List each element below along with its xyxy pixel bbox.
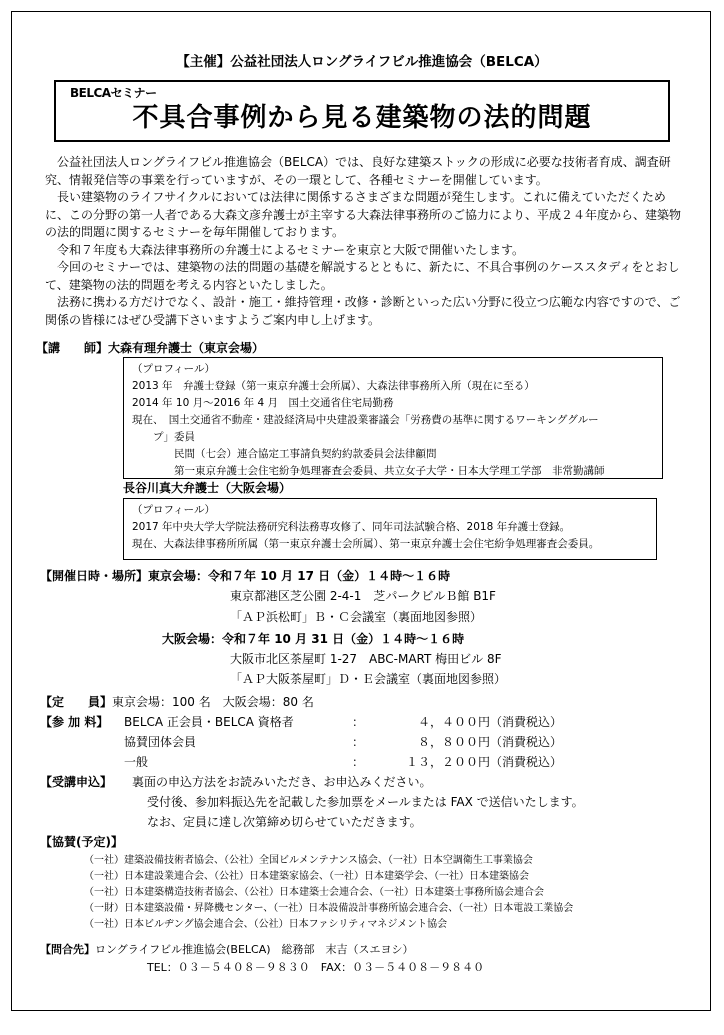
osaka-address: 大阪市北区茶屋町 1-27 ABC-MART 梅田ビル 8F [230,652,502,666]
sponsor-line: （一社）日本建築構造技術者協会、（公社）日本建築士会連合会、（一社）日本建築士事務所協会連合会 [84,887,544,898]
profile-line: 2013 年 弁護士登録（第一東京弁護士会所属）、大森法律事務所入所（現在に至る） [132,380,535,392]
flyer-page [11,11,711,1011]
organizer-heading: 【主催】公益社団法人ロングライフビル推進協会（BELCA） [176,54,548,70]
profile-line: 2014 年 10 月～2016 年 4 月 国土交通省住宅局勤務 [132,397,394,409]
sponsor-line: （一社）日本ビルヂング協会連合会、（公社）日本ファシリティマネジメント協会 [84,919,448,930]
intro-text [45,154,685,329]
osaka-venue-label: 大阪会場： [162,632,223,646]
application-line: なお、定員に達し次第締め切らせていただきます。 [147,815,422,829]
fee-tax: （消費税込） [490,755,563,769]
fee-price: １３，２００円 [405,755,490,769]
application-label: 【受講申込】 [40,775,113,789]
fees-label: 【参 加 料】 [40,715,109,729]
osaka-datetime: 令和７年 10 月 31 日（金）１４時～１６時 [222,632,465,646]
profile-line: （プロフィール） [132,363,215,375]
profile-line: 現在、 国土交通省不動産・建設経済局中央建設業審議会「労務費の基準に関するワーキンググルー [132,414,599,426]
profile-line: 2017 年中央大学大学院法務研究科法務専攻修了、同年司法試験合格、2018 年弁護士登録。 [132,521,571,533]
fee-price: ８，８００円 [417,735,490,749]
capacity-label: 【定 員】 [40,695,113,709]
contact-phone: TEL：０３－５４０８－９８３０ FAX：０３－５４０８－９８４０ [147,961,485,974]
intro-paragraph: 今回のセミナーでは、建築物の法的問題の基礎を解説するとともに、新たに、不具合事例のケーススタディをとおして、建築物の法的問題を考える内容といたしました。 [45,260,680,292]
intro-paragraph: 令和７年度も大森法律事務所の弁護士によるセミナーを東京と大阪で開催いたします。 [57,242,525,257]
contact-label: 【問合先】 [40,943,95,956]
fee-colon: ： [352,715,365,729]
lecturer-label: 【講 師】 [36,341,109,355]
osaka-room: 「ＡＰ大阪茶屋町」Ｄ・Ｅ会議室（裏面地図参照） [230,672,507,686]
lecturer-tokyo-profile [123,357,663,479]
sponsors-label: 【協賛(予定)】 [40,835,123,849]
fee-name: 一般 [124,755,149,769]
application-line: 裏面の申込方法をお読みいただき、お申込みください。 [132,775,432,789]
tokyo-datetime: 令和７年 10 月 17 日（金）１４時～１６時 [208,569,451,583]
contact-text: ロングライフビル推進協会(BELCA) 総務部 末吉（スエヨシ） [95,943,414,956]
lecturer-osaka-name: 長谷川真大弁護士（大阪会場） [123,481,292,495]
sponsor-line: （一財）日本建築設備・昇降機センター、（一社）日本設備設計事務所協会連合会、（一社）日本電設工業協会 [84,903,574,914]
profile-line: 民間（七会）連合協定工事請負契約約款委員会法律顧問 [132,448,437,460]
fee-row [124,754,604,770]
tokyo-venue-label: 東京会場： [148,569,209,583]
profile-line: （プロフィール） [132,504,215,516]
profile-line: 第一東京弁護士会住宅紛争処理審査会委員、共立女子大学・日本大学理工学部 非常勤講師 [132,465,605,477]
fee-price: ４，４００円 [417,715,490,729]
intro-paragraph: 法務に携わる方だけでなく、設計・施工・維持管理・改修・診断といった広い分野に役立つ広範な内容ですので、ご関係の皆様にはぜひ受講下さいますようご案内申し上げます。 [45,295,681,327]
fee-colon: ： [352,755,365,769]
tokyo-room: 「ＡＰ浜松町」Ｂ・Ｃ会議室（裏面地図参照） [230,610,483,624]
profile-line: プ」委員 [132,431,195,443]
seminar-label: BELCAセミナー [70,86,157,100]
fee-colon: ： [352,735,365,749]
sponsor-line: （一社）建築設備技術者協会、（公社）全国ビルメンテナンス協会、（一社）日本空調衛生工事業協会 [84,855,533,866]
lecturer-tokyo-name: 大森有理弁護士（東京会場） [108,341,265,355]
fee-row [124,734,604,750]
lecturer-osaka-profile [123,498,657,560]
profile-line: 現在、大森法律事務所所属（第一東京弁護士会所属）、第一東京弁護士会住宅紛争処理審査会委員。 [132,538,600,550]
title-box [54,80,670,142]
fee-tax: （消費税込） [490,715,563,729]
fee-name: BELCA 正会員・BELCA 資格者 [124,715,294,729]
application-line: 受付後、参加料振込先を記載した参加票をメールまたは FAX で送信いたします。 [147,795,584,809]
fee-tax: （消費税込） [490,735,563,749]
sponsor-line: （一社）日本建設業連合会、（公社）日本建築家協会、（一社）日本建築学会、（一社）日本建築協会 [84,871,529,882]
schedule-label: 【開催日時・場所】 [40,569,149,583]
capacity-text: 東京会場：100 名 大阪会場：80 名 [112,695,314,709]
fee-name: 協賛団体会員 [124,735,197,749]
fee-row [124,714,604,730]
intro-paragraph: 長い建築物のライフサイクルにおいては法律に関係するさまざまな問題が発生します。これに備えていただくために、この分野の第一人者である大森文彦弁護士が主宰する大森法律事務所のご協力により、平成２４年度から、建築物の法的問題に関するセミナーを毎年開催しております。 [45,190,682,239]
main-title: 不具合事例から見る建築物の法的問題 [132,103,592,133]
intro-paragraph: 公益社団法人ロングライフビル推進協会（BELCA）では、良好な建築ストックの形成に必要な技術者育成、調査研究、情報発信等の事業を行っていますが、その一環として、各種セミナーを開催しています。 [45,155,671,187]
tokyo-address: 東京都港区芝公園 2-4-1 芝パークビルＢ館 B1F [230,589,496,603]
